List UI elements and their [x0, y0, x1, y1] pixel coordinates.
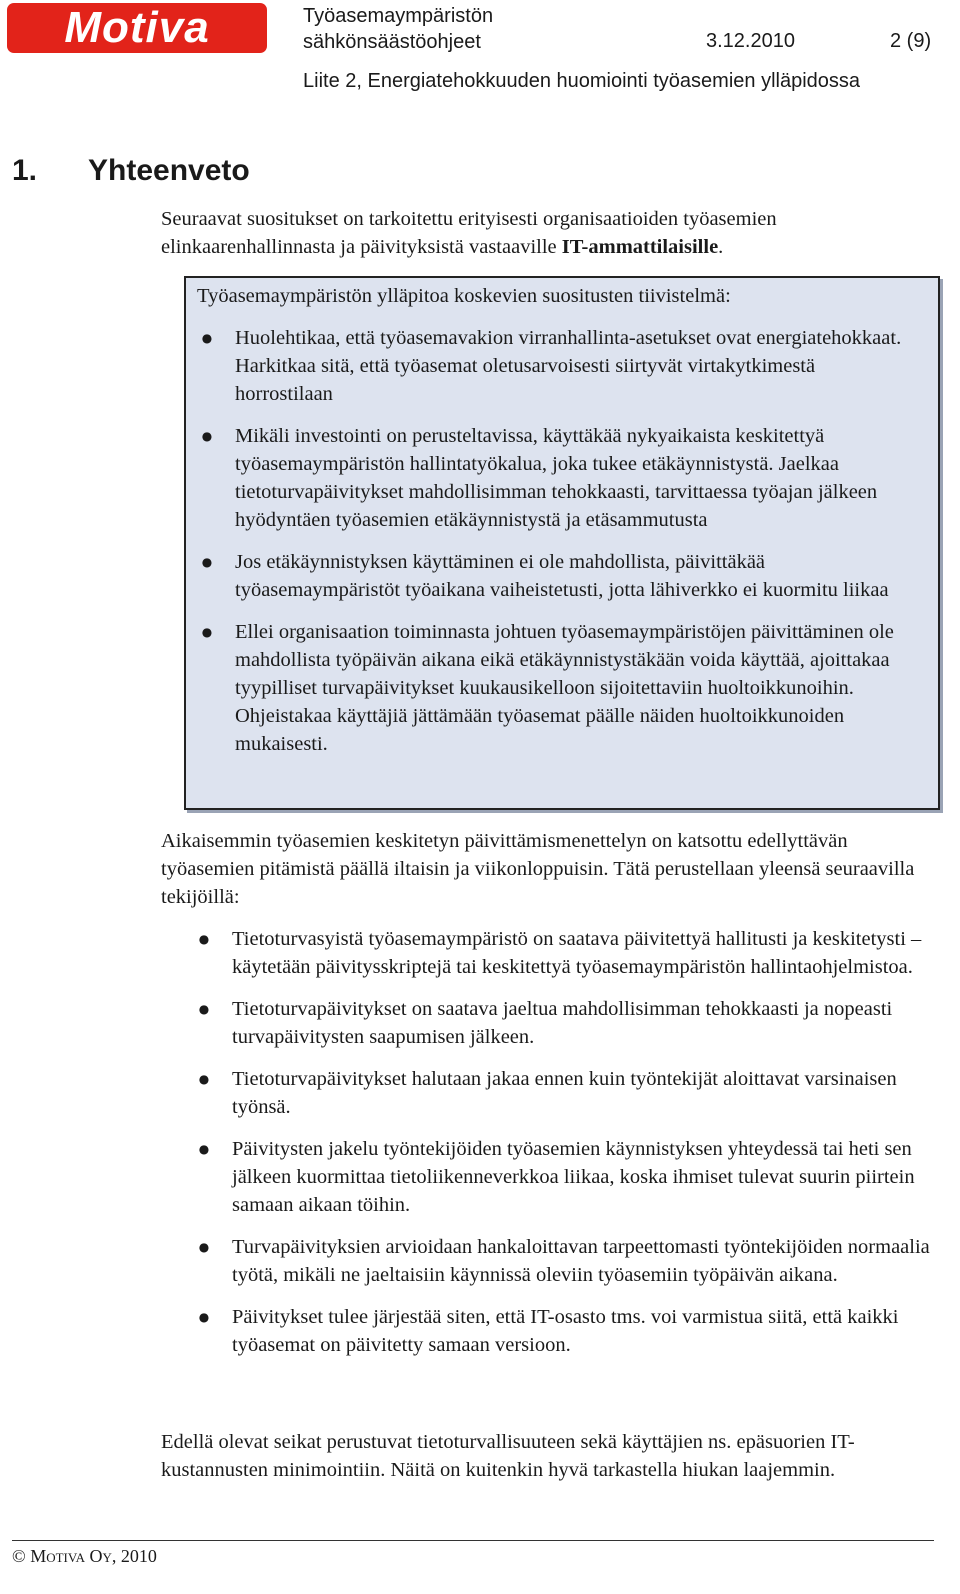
- document-subtitle: Liite 2, Energiatehokkuuden huomiointi työasemien ylläpidossa: [303, 70, 861, 92]
- intro-end: .: [718, 236, 724, 258]
- summary-title: Työasemaympäristön ylläpitoa koskevien suositusten tiivistelmä:: [197, 285, 731, 307]
- list-item-text: Tietoturvasyistä työasemaympäristö on saatava päivitettyä hallitusti ja keskitetysti – käytetään päivitysskriptejä tai keskitettyä työasemaympäristön hallintaohjelmistoa.: [232, 928, 922, 978]
- bullet-icon: ●: [201, 331, 213, 345]
- bullet-icon: ●: [198, 932, 210, 946]
- section-heading: [12, 154, 250, 188]
- bullet-icon: ●: [198, 1002, 210, 1016]
- summary-item-text: Huolehtikaa, että työasemavakion virranhallinta-asetukset ovat energiatehokkaat. Harkitkaa sitä, että työasemat oletusarvoisesti siirtyvät virtakytkimestä horrostilaan: [235, 327, 902, 405]
- summary-list: [197, 324, 917, 772]
- bullet-icon: ●: [198, 1072, 210, 1086]
- list-item-text: Päivitysten jakelu työntekijöiden työasemien käynnistyksen yhteydessä tai heti sen jälkeen kuormittaa tietoliikenneverkkoa liikaa, koska ihmiset tulevat suurin piirtein samaan aikaan töihin.: [232, 1138, 915, 1216]
- bullet-icon: ●: [198, 1142, 210, 1156]
- logo-text: Motiva: [64, 3, 210, 52]
- bullet-icon: ●: [201, 555, 213, 569]
- section-title: Yhteenveto: [88, 154, 250, 187]
- section-number: 1.: [12, 154, 38, 187]
- intro-bold-text: IT-ammattilaisille: [561, 236, 719, 258]
- list-item: [194, 925, 934, 981]
- motiva-logo: [7, 3, 267, 53]
- document-date: 3.12.2010: [706, 30, 795, 52]
- intro-text: Seuraavat suositukset on tarkoitettu erityisesti organisaatioiden työasemien elinkaarenhallinnasta ja päivityksistä vastaaville: [161, 208, 777, 258]
- summary-item: [197, 324, 917, 408]
- copyright-icon: ©: [12, 1546, 26, 1566]
- list-item: [194, 1303, 934, 1359]
- list-item-text: Tietoturvapäivitykset on saatava jaeltua mahdollisimman tehokkaasti ja nopeasti turvapäivitysten saapumisen jälkeen.: [232, 998, 893, 1048]
- footer-divider: [12, 1540, 934, 1541]
- summary-box: [184, 276, 940, 810]
- list-item-text: Turvapäivityksien arvioidaan hankaloittavan tarpeettomasti työntekijöiden normaalia työtä, mikäli ne jaeltaisiin käynnissä oleviin työasemiin työpäivän aikana.: [232, 1236, 930, 1286]
- summary-item-text: Ellei organisaation toiminnasta johtuen työasemaympäristöjen päivittäminen ole mahdollista työpäivän aikana eikä etäkäynnistystäkään voida käyttää, ajoittakaa tyypilliset turvapäivitykset kuukausikelloon sijoitettaviin huoltoikkunoihin. Ohjeistakaa käyttäjiä jättämään työasemat päälle näiden huoltoikkunoiden mukaisesti.: [235, 621, 894, 755]
- list-item: [194, 1135, 934, 1219]
- summary-item-text: Jos etäkäynnistyksen käyttäminen ei ole mahdollista, päivittäkää työasemaympäristöt työaikana vaiheistetusti, jotta lähiverkko ei kuormitu liikaa: [235, 551, 889, 601]
- list-item: [194, 1065, 934, 1121]
- reasons-list: [194, 925, 934, 1373]
- summary-item: [197, 548, 917, 604]
- intro-paragraph: [161, 205, 933, 261]
- footer-year: , 2010: [111, 1546, 157, 1566]
- body-paragraph: Aikaisemmin työasemien keskitetyn päivittämismenettelyn on katsottu edellyttävän työasemien pitämistä päällä iltaisin ja viikonloppuisin. Tätä perustellaan yleensä seuraavilla tekijöillä:: [161, 830, 915, 908]
- bullet-icon: ●: [201, 625, 213, 639]
- summary-item-text: Mikäli investointi on perusteltavissa, käyttäkää nykyaikaista keskitettyä työasemaympäristön hallintatyökalua, joka tukee etäkäynnistystä. Jaelkaa tietoturvapäivitykset mahdollisimman tehokkaasti, tarvittaessa työajan jälkeen hyödyntäen työasemien etäkäynnistystä ja etäsammutusta: [235, 425, 878, 531]
- closing-paragraph: Edellä olevat seikat perustuvat tietoturvallisuuteen sekä käyttäjien ns. epäsuorien IT-kustannusten minimointiin. Näitä on kuitenkin hyvä tarkastella hiukan laajemmin.: [161, 1431, 855, 1481]
- list-item-text: Päivitykset tulee järjestää siten, että IT-osasto tms. voi varmistua siitä, että kaikki työasemat on päivitetty samaan versioon.: [232, 1306, 899, 1356]
- list-item-text: Tietoturvapäivitykset halutaan jakaa ennen kuin työntekijät aloittavat varsinaisen työnsä.: [232, 1068, 897, 1118]
- bullet-icon: ●: [201, 429, 213, 443]
- footer-company: Motiva Oy: [30, 1546, 112, 1566]
- list-item: [194, 1233, 934, 1289]
- summary-item: [197, 618, 917, 758]
- document-title: Työasemaympäristön sähkönsäästöohjeet: [303, 5, 494, 53]
- page-number: 2 (9): [890, 30, 932, 52]
- bullet-icon: ●: [198, 1310, 210, 1324]
- list-item: [194, 995, 934, 1051]
- bullet-icon: ●: [198, 1240, 210, 1254]
- footer-copyright: [12, 1545, 157, 1567]
- summary-item: [197, 422, 917, 534]
